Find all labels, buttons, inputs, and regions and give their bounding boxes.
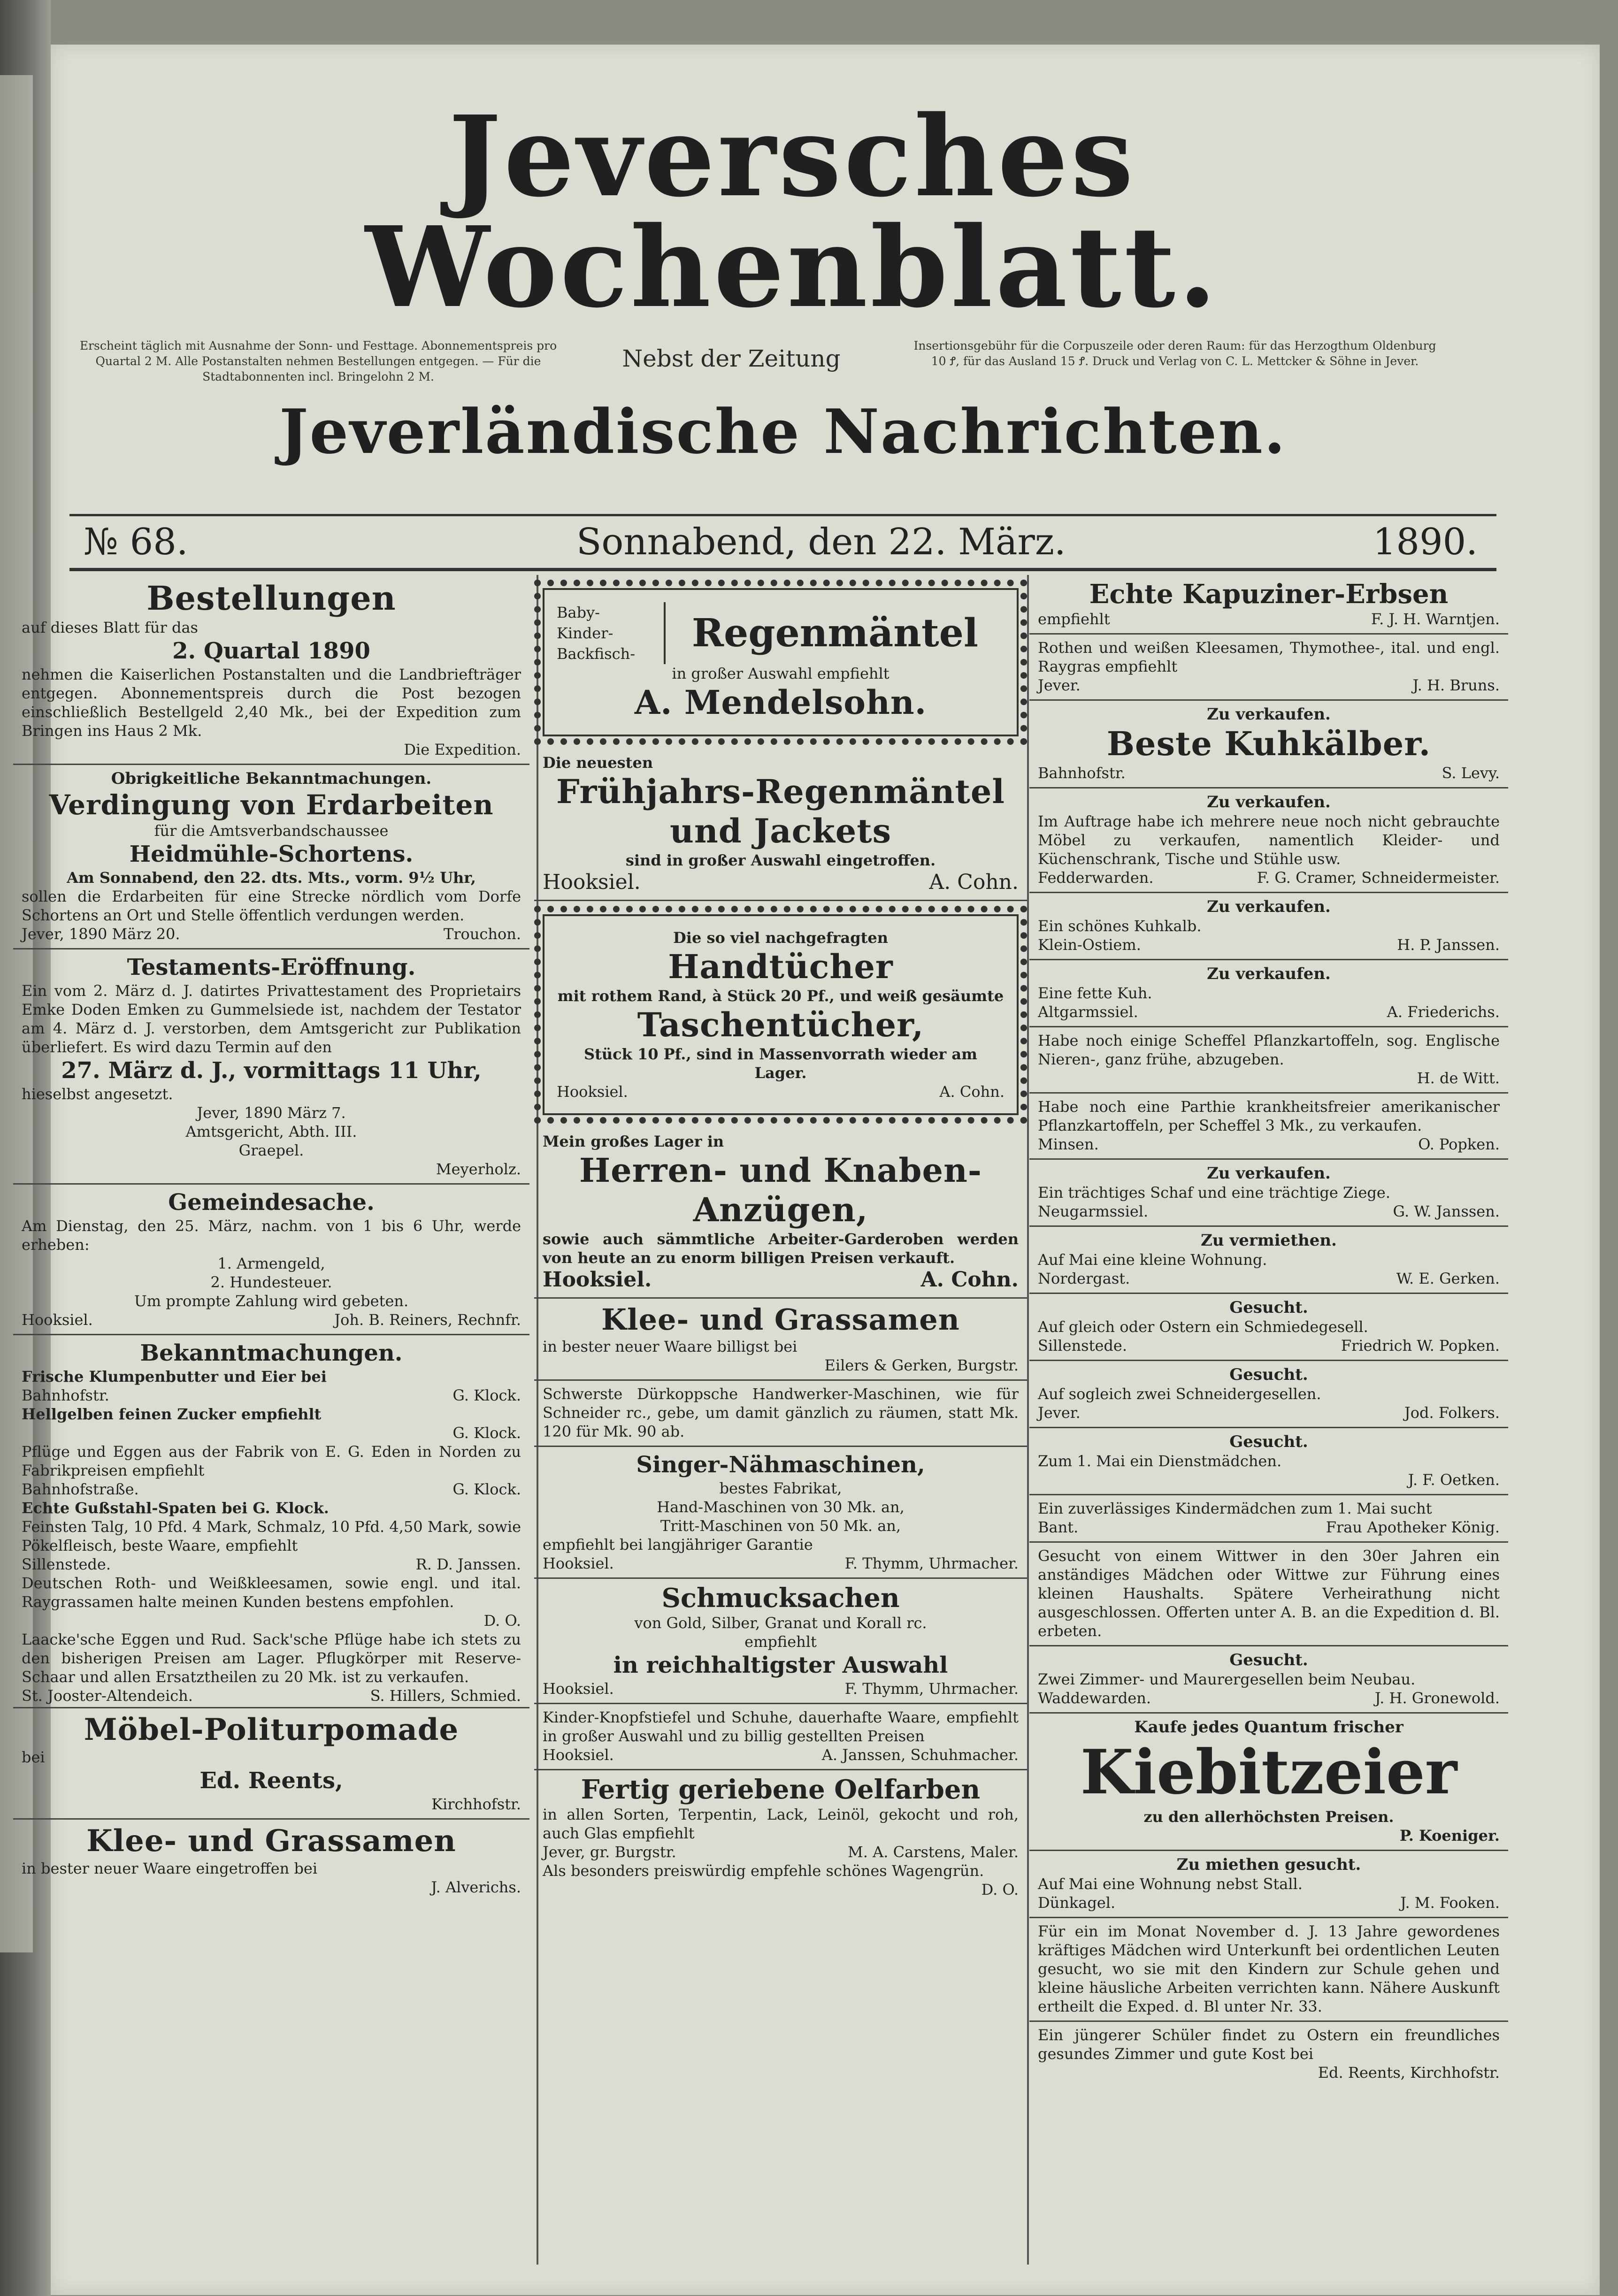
ad-handtuecher <box>534 906 1027 1124</box>
signature: J. M. Fooken. <box>1400 1894 1500 1912</box>
ad-text: Frische Klumpenbutter und Eier bei <box>22 1368 327 1385</box>
signature: Trouchon. <box>443 925 521 943</box>
ad-fruehjahrs-regenmaentel <box>534 750 1027 901</box>
ad-lead: Kaufe jedes Quantum frischer <box>1134 1718 1403 1737</box>
ad-bestellungen <box>13 575 529 765</box>
signature: G. Klock. <box>452 1424 521 1442</box>
ad-text: auf dieses Blatt für das <box>22 619 198 636</box>
ad-wohnung <box>1029 1227 1508 1294</box>
signature: Frau Apotheker König. <box>1326 1518 1500 1536</box>
insertion-info: Insertionsgebühr für die Corpuszeile oder deren Raum: für das Herzogthum Oldenburg 10 Ꝭ, für das Ausland 15 Ꝭ. Druck und Verlag von C. L. Mettcker & Söhne in Jever. <box>913 339 1436 368</box>
list-item: 1. Armengeld, <box>217 1255 325 1272</box>
ad-wittwer <box>1029 1543 1508 1646</box>
ad-lead: Zu miethen gesucht. <box>1176 1855 1361 1874</box>
ad-title: Fertig geriebene Oelfarben <box>581 1774 981 1805</box>
column-left <box>13 575 529 1901</box>
ad-kinder-stiefel <box>534 1704 1027 1770</box>
issue-year: 1890. <box>1373 521 1478 563</box>
place: Jever, 1890 März 7. <box>197 1104 346 1122</box>
signature: J. H. Bruns. <box>1412 676 1500 694</box>
ad-lead: Zu verkaufen. <box>1207 705 1331 724</box>
ad-text: Echte Gußstahl-Spaten bei G. Klock. <box>22 1499 329 1517</box>
signature: Friedrich W. Popken. <box>1341 1337 1500 1355</box>
place: Hooksiel. <box>543 870 641 894</box>
ad-lead: Zu verkaufen. <box>1207 897 1331 916</box>
ad-text: nehmen die Kaiserlichen Postanstalten und die Landbriefträger entgegen. Abonnementspreis durch die Post bezogen einschließlich Bestellgeld 2,40 Mk., bei der Expedition zum Bringen ins Haus 2 Mk. <box>22 666 521 740</box>
ad-text: Für ein im Monat November d. J. 13 Jahre gewordenes kräftiges Mädchen wird Unterkunft bei ordentlichen Leuten gesucht, wo sie mit den Kindern zur Schule gehen und kleine häusliche Arbeiten verrichten kann. Nähere Auskunft ertheilt die Exped. d. Bl unter Nr. 33. <box>1038 1922 1500 2015</box>
ad-title: Anzügen, <box>693 1190 868 1229</box>
ad-dienstmaedchen <box>1029 1428 1508 1495</box>
ad-kuhkalb <box>1029 893 1508 960</box>
signature: D. O. <box>981 1881 1019 1898</box>
nebst-der-zeitung: Nebst der Zeitung <box>622 345 841 372</box>
ad-text: Zwei Zimmer- und Maurergesellen beim Neubau. <box>1038 1670 1416 1688</box>
ad-wohnung-stall <box>1029 1851 1508 1918</box>
ad-text: Stück 10 Pf., sind in Massenvorrath wieder am Lager. <box>583 1045 978 1082</box>
ad-testament <box>13 949 529 1185</box>
issue-number: № 68. <box>84 521 188 563</box>
ad-lead: Gesucht. <box>1229 1298 1308 1317</box>
ad-text: hieselbst angesetzt. <box>22 1085 173 1103</box>
ad-verdingung <box>13 765 529 949</box>
ad-text: Um prompte Zahlung wird gebeten. <box>134 1292 409 1310</box>
ad-text: empfiehlt <box>744 1633 817 1651</box>
signature: W. E. Gerken. <box>1396 1270 1500 1287</box>
ad-text: Laacke'sche Eggen und Rud. Sack'sche Pflüge habe ich stets zu den bisherigen Preisen am Lager. Pflugkörper mit Reserve-Schaar und allen Ersatztheilen zu 20 Mk. ist zu verkaufen. <box>22 1630 521 1686</box>
signature: H. de Witt. <box>1417 1069 1500 1087</box>
ad-text: Deutschen Roth- und Weißkleesamen, sowie engl. und ital. Raygrassamen halte meinen Kunden bestens empfohlen. <box>22 1574 521 1611</box>
place: Hooksiel. <box>543 1268 652 1292</box>
ad-text: bei <box>22 1748 45 1766</box>
ad-text: Ein schönes Kuhkalb. <box>1038 917 1202 935</box>
ad-text: Rothen und weißen Kleesamen, Thymothee-, ital. und engl. Raygras empfiehlt <box>1038 639 1500 675</box>
ad-text: empfiehlt <box>1038 610 1110 628</box>
signature: O. Popken. <box>1418 1135 1500 1153</box>
signature: F. Thymm, Uhrmacher. <box>844 1680 1019 1698</box>
signature: M. A. Carstens, Maler. <box>848 1843 1019 1861</box>
place: Altgarmssiel. <box>1038 1003 1138 1021</box>
ad-title: Regenmäntel <box>691 611 979 656</box>
signature: F. J. H. Warntjen. <box>1371 610 1500 628</box>
place: Bahnhofstraße. <box>22 1480 139 1498</box>
masthead-title: Jeversches Wochenblatt. <box>365 91 1219 332</box>
ad-audience: Baby- Kinder- Backfisch- <box>557 602 666 664</box>
ad-lead: Gesucht. <box>1229 1365 1308 1384</box>
signature: A. Janssen, Schuhmacher. <box>821 1746 1019 1764</box>
ad-kindermaedchen <box>1029 1495 1508 1543</box>
ad-text: Auf gleich oder Ostern ein Schmiedegesell. <box>1038 1318 1368 1336</box>
ad-lead: Zu verkaufen. <box>1207 1164 1331 1183</box>
ad-name: Ed. Reents, <box>199 1768 343 1794</box>
place: Hooksiel. <box>543 1680 614 1698</box>
ad-text: Im Auftrage habe ich mehrere neue noch nicht gebrauchte Möbel zu verkaufen, namentlich Kleider- und Küchenschrank, Tische und Stühle usw. <box>1038 812 1500 868</box>
signature: F. G. Cramer, Schneidermeister. <box>1257 869 1500 887</box>
ad-text: empfiehlt bei langjähriger Garantie <box>543 1536 813 1554</box>
ad-title: und Jackets <box>670 811 891 850</box>
place: Jever. <box>1038 1404 1081 1422</box>
ad-text: Auf Mai eine Wohnung nebst Stall. <box>1038 1875 1303 1893</box>
ad-text: Kinder-Knopfstiefel und Schuhe, dauerhafte Waare, empfiehlt in großer Auswahl und zu billig gestellten Preisen <box>543 1708 1019 1745</box>
ad-title: Schmucksachen <box>661 1583 900 1614</box>
signature: D. O. <box>483 1612 521 1630</box>
ad-text: Eine fette Kuh. <box>1038 984 1152 1002</box>
signature: H. P. Janssen. <box>1397 936 1500 954</box>
ad-text: Habe noch eine Parthie krankheitsfreier amerikanischer Pflanzkartoffeln, per Scheffel 3 Mk., zu verkaufen. <box>1038 1098 1500 1134</box>
ad-herren-anzuege <box>534 1128 1027 1299</box>
ad-klee-grassamen-2 <box>534 1299 1027 1381</box>
ad-title: Klee- und Grassamen <box>86 1823 456 1859</box>
ad-text: sollen die Erdarbeiten für eine Strecke nördlich vom Dorfe Schortens an Ort und Stelle öffentlich verdungen werden. <box>22 888 521 924</box>
signature: S. Levy. <box>1442 764 1500 782</box>
place: Bant. <box>1038 1518 1079 1536</box>
signature: R. D. Janssen. <box>415 1555 521 1573</box>
ad-text: Feinsten Talg, 10 Pfd. 4 Mark, Schmalz, 10 Pfd. 4,50 Mark, sowie Pökelfleisch, beste Waare, empfiehlt <box>22 1518 521 1554</box>
signature: F. Thymm, Uhrmacher. <box>844 1554 1019 1572</box>
place: Minsen. <box>1038 1135 1099 1153</box>
signature: A. Cohn. <box>939 1083 1005 1101</box>
place: Sillenstede. <box>22 1555 111 1573</box>
place: Bahnhofstr. <box>1038 764 1126 782</box>
ad-lead: Die neuesten <box>543 754 653 772</box>
ad-schaf <box>1029 1160 1508 1227</box>
ad-amerik-kartoffeln <box>1029 1094 1508 1160</box>
place: Hooksiel. <box>543 1554 614 1572</box>
signature: G. Klock. <box>452 1386 521 1404</box>
ad-moebel-verkauf <box>1029 788 1508 893</box>
section-heading: Obrigkeitliche Bekanntmachungen. <box>111 769 432 788</box>
signature: J. F. Oetken. <box>1408 1471 1500 1489</box>
place: Hooksiel. <box>22 1311 93 1329</box>
ad-text: zu den allerhöchsten Preisen. <box>1143 1808 1394 1826</box>
ad-text: Auf sogleich zwei Schneidergesellen. <box>1038 1385 1321 1403</box>
ad-fette-kuh <box>1029 960 1508 1027</box>
ad-schueler <box>1029 2022 1508 2087</box>
ad-singer <box>534 1447 1027 1579</box>
ad-subtitle: für die Amtsverbandschaussee <box>154 822 389 840</box>
issue-date: Sonnabend, den 22. März. <box>576 521 1066 563</box>
signature: Jod. Folkers. <box>1404 1404 1500 1422</box>
place: Jever, 1890 März 20. <box>22 925 180 943</box>
ad-schmucksachen <box>534 1579 1027 1704</box>
ad-title: Frühjahrs-Regenmäntel <box>556 772 1005 811</box>
ad-moebel-politur <box>13 1708 529 1820</box>
signature: A. Friederichs. <box>1387 1003 1500 1021</box>
court: Amtsgericht, Abth. III. <box>185 1123 357 1140</box>
place: Nordergast. <box>1038 1270 1130 1287</box>
ad-lead: Zu verkaufen. <box>1207 964 1331 983</box>
subscription-info: Erscheint täglich mit Ausnahme der Sonn- und Festtage. Abonnementspreis pro Quartal 2 M. Alle Postanstalten nehmen Bestellungen entgegen. — Für die Stadtabonnenten incl. Bringelohn 2 M. <box>79 339 557 383</box>
ad-lead: Die so viel nachgefragten <box>673 929 888 947</box>
place: Klein-Ostiem. <box>1038 936 1141 954</box>
ad-title: Handtücher <box>668 947 893 986</box>
ad-title: Testaments-Eröffnung. <box>127 954 416 980</box>
ad-kapuziner-erbsen <box>1029 575 1508 635</box>
ad-maurergesellen <box>1029 1646 1508 1714</box>
ad-duerkopp <box>534 1381 1027 1447</box>
place: Bahnhofstr. <box>22 1386 109 1404</box>
section-heading: Bekanntmachungen. <box>140 1340 403 1366</box>
place: Sillenstede. <box>1038 1337 1127 1355</box>
signature: Die Expedition. <box>404 741 521 758</box>
ad-text: in bester neuer Waare eingetroffen bei <box>22 1860 318 1877</box>
ad-text: sowie auch sämmtliche Arbeiter-Garderoben werden von heute an zu enorm billigen Preisen verkauft. <box>543 1230 1019 1267</box>
signature: A. Cohn. <box>920 1268 1019 1292</box>
ad-kuhkaelber <box>1029 701 1508 788</box>
ad-text: mit rothem Rand, à Stück 20 Pf., und weiß gesäumte <box>557 987 1004 1005</box>
ad-schneidergesellen <box>1029 1361 1508 1428</box>
ad-title: Herren- und Knaben- <box>579 1151 982 1190</box>
signature: Graepel. <box>238 1141 304 1159</box>
ad-bekanntmachungen <box>13 1335 529 1708</box>
ad-text: in großer Auswahl empfiehlt <box>672 665 890 682</box>
place: Fedderwarden. <box>1038 869 1154 887</box>
ad-lead: Zu vermiethen. <box>1201 1231 1337 1250</box>
place: Jever. <box>1038 676 1081 694</box>
ad-subtitle: 2. Quartal 1890 <box>172 638 370 664</box>
signature: J. Alverichs. <box>431 1878 521 1896</box>
ad-text: Ein trächtiges Schaf und eine trächtige Ziege. <box>1038 1184 1391 1202</box>
ad-subtitle: Heidmühle-Schortens. <box>129 841 414 867</box>
ad-title: Bestellungen <box>146 579 396 618</box>
ad-pflanzkartoffeln <box>1029 1027 1508 1094</box>
ad-date: 27. März d. J., vormittags 11 Uhr, <box>61 1057 482 1084</box>
signature: Meyerholz. <box>436 1160 521 1178</box>
ad-text: Am Dienstag, den 25. März, nachm. von 1 bis 6 Uhr, werde erheben: <box>22 1217 521 1254</box>
ad-subtitle: in reichhaltigster Auswahl <box>613 1652 948 1678</box>
masthead-subtitle: Jeverländische Nachrichten. <box>279 396 1287 467</box>
ad-text: Ein vom 2. März d. J. datirtes Privattestament des Proprietairs Emke Doden Emken zu Gummelsiede ist, nachdem der Testator am 4. März d. J. verstorben, dem Amtsgericht zur Publikation überliefert. Es wird dazu Termin auf den <box>22 982 521 1056</box>
signature: A. Cohn. <box>929 870 1019 894</box>
column-middle <box>534 575 1027 1904</box>
place: St. Jooster-Altendeich. <box>22 1687 193 1705</box>
ad-date: Am Sonnabend, den 22. dts. Mts., vorm. 9½ Uhr, <box>67 869 476 887</box>
ad-text: Schwerste Dürkoppsche Handwerker-Maschinen, wie für Schneider rc., gebe, um damit gänzlich zu räumen, statt Mk. 120 für Mk. 90 ab. <box>543 1385 1019 1440</box>
ad-lead: Gesucht. <box>1229 1432 1308 1451</box>
ad-title: Taschentücher, <box>637 1005 924 1044</box>
ad-text: Hand-Maschinen von 30 Mk. an, <box>657 1498 905 1516</box>
signature: J. H. Gronewold. <box>1374 1689 1500 1707</box>
ad-oelfarben <box>534 1770 1027 1904</box>
ad-title: Möbel-Politurpomade <box>84 1712 459 1747</box>
ad-text: Zum 1. Mai ein Dienstmädchen. <box>1038 1452 1282 1470</box>
signature: Ed. Reents, Kirchhofstr. <box>1318 2064 1500 2082</box>
signature: G. W. Janssen. <box>1393 1202 1500 1220</box>
ad-title: Verdingung von Erdarbeiten <box>49 789 494 821</box>
signature: G. Klock. <box>452 1480 521 1498</box>
ad-text: in bester neuer Waare billigst bei <box>543 1338 797 1355</box>
ad-title: Echte Kapuziner-Erbsen <box>1089 579 1449 610</box>
ad-text: von Gold, Silber, Granat und Korall rc. <box>634 1614 927 1632</box>
ad-text: Hellgelben feinen Zucker empfiehlt <box>22 1405 322 1423</box>
place: Neugarmssiel. <box>1038 1202 1149 1220</box>
ad-text: Auf Mai eine kleine Wohnung. <box>1038 1251 1267 1269</box>
ad-lead: Zu verkaufen. <box>1207 793 1331 811</box>
ad-schmiedegesell <box>1029 1294 1508 1361</box>
ad-title: Singer-Nähmaschinen, <box>636 1452 925 1478</box>
place: Dünkagel. <box>1038 1894 1116 1912</box>
ad-text: in allen Sorten, Terpentin, Lack, Leinöl, gekocht und roh, auch Glas empfiehlt <box>543 1806 1019 1842</box>
signature: P. Koeniger. <box>1399 1827 1500 1844</box>
signature: Joh. B. Reiners, Rechnfr. <box>334 1311 521 1329</box>
ad-text: Habe noch einige Scheffel Pflanzkartoffeln, sog. Englische Nieren-, ganz frühe, abzugeben. <box>1038 1032 1500 1068</box>
ad-lead: Mein großes Lager in <box>543 1133 724 1150</box>
issue-line <box>69 514 1496 571</box>
ad-text: Ein jüngerer Schüler findet zu Ostern ein freundliches gesundes Zimmer und gute Kost bei <box>1038 2026 1500 2063</box>
ad-text: Pflüge und Eggen aus der Fabrik von E. G. Eden in Norden zu Fabrikpreisen empfiehlt <box>22 1443 521 1479</box>
newspaper-page <box>22 45 1600 2295</box>
place: Hooksiel. <box>543 1746 614 1764</box>
ad-kiebitzeier <box>1029 1714 1508 1851</box>
signature: Eilers & Gerken, Burgstr. <box>824 1356 1019 1374</box>
ad-text: sind in großer Auswahl eingetroffen. <box>625 851 936 869</box>
ad-text: Tritt-Maschinen von 50 Mk. an, <box>660 1517 901 1535</box>
ad-text: Als besonders preiswürdig empfehle schönes Wagengrün. <box>543 1862 984 1880</box>
column-rule <box>1027 575 1029 2265</box>
ad-kleesamen <box>1029 635 1508 701</box>
list-item: 2. Hundesteuer. <box>210 1273 332 1291</box>
ad-title: Beste Kuhkälber. <box>1106 724 1431 763</box>
ad-klee-grassamen <box>13 1820 529 1901</box>
ad-name: A. Mendelsohn. <box>634 683 927 722</box>
place: Hooksiel. <box>557 1083 628 1101</box>
place: Kirchhofstr. <box>431 1795 521 1813</box>
ad-text: bestes Fabrikat, <box>719 1479 842 1497</box>
ad-maedchen-unterkunft <box>1029 1918 1508 2022</box>
ad-gemeinde <box>13 1185 529 1335</box>
ad-title: Gemeindesache. <box>168 1189 375 1216</box>
signature: S. Hillers, Schmied. <box>370 1687 521 1705</box>
ad-title: Klee- und Grassamen <box>601 1302 960 1337</box>
ad-lead: Gesucht. <box>1229 1651 1308 1669</box>
place: Waddewarden. <box>1038 1689 1151 1707</box>
ad-text: Ein zuverlässiges Kindermädchen zum 1. Mai sucht <box>1038 1500 1432 1517</box>
place: Jever, gr. Burgstr. <box>543 1843 676 1861</box>
column-right <box>1029 575 1508 2087</box>
ad-title: Kiebitzeier <box>1080 1736 1457 1808</box>
ad-regenmaentel <box>534 580 1027 745</box>
ad-text: Gesucht von einem Wittwer in den 30er Jahren ein anständiges Mädchen oder Wittwe zur Führung eines kleinen Haushalts. Spätere Verheirathung nicht ausgeschlossen. Offerten unter A. B. an die Expedition d. Bl. erbeten. <box>1038 1547 1500 1640</box>
